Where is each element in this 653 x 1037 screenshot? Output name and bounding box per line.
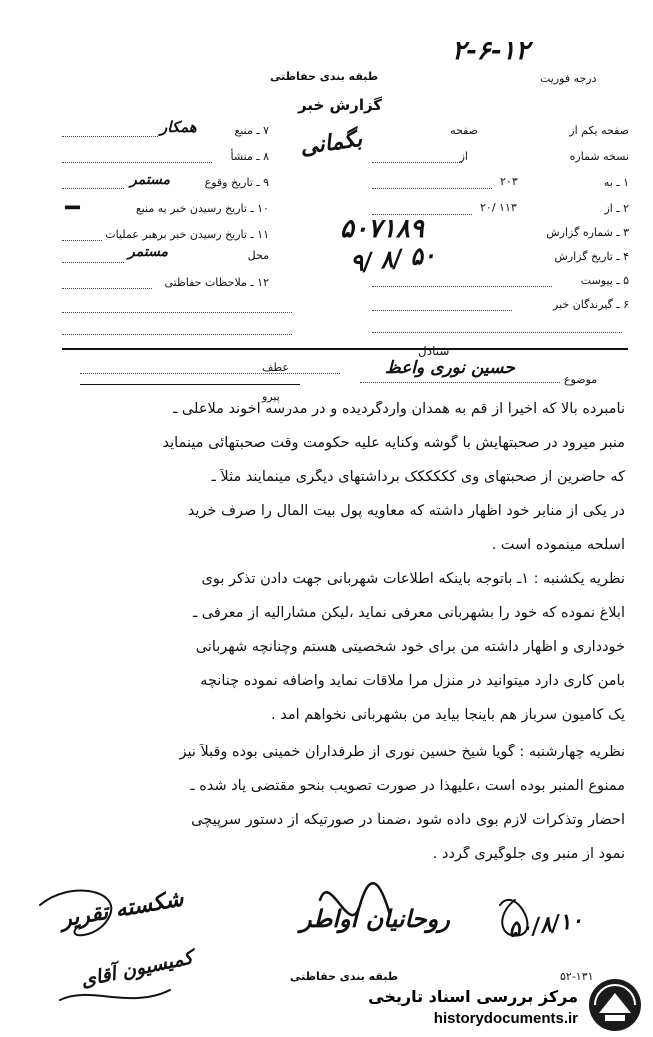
body-line: ممنوع المنبر بوده است ،علیهذا در صورت تصویب بنحو مقتضی یاد شده ـ <box>190 778 625 794</box>
body-line: منبر میرود در صحبتهایش با گوشه وکنایه علیه حکومت وقت صحبتهائی مینماید <box>162 435 625 451</box>
peyro-label: پیرو <box>262 390 280 403</box>
field-copy <box>570 150 629 163</box>
body-line: ابلاغ نموده که خود را بشهربانی معرفی نماید ،لیکن مشارالیه از معرفی ـ <box>192 605 625 621</box>
body-line: یک کامیون سرباز هم باینجا بیاید من بشهربانی نخواهم آمد . <box>271 707 625 723</box>
signature-top: بگمانی <box>298 125 364 161</box>
field-label: ۴ ـ تاریخ گزارش <box>554 250 629 263</box>
subject-value: حسین نوری واعظ <box>385 358 515 378</box>
body-line: در یکی از منابر خود اظهار داشته که معاویه پول بیت المال را صرف خرید <box>187 503 625 519</box>
field-recipients <box>553 298 629 311</box>
body-line: نامبرده بالا که اخیراً از قم به همدان واردگردیده و در مدرسه آخوند ملاعلی ـ <box>173 401 625 417</box>
field-label: ۳ ـ شماره گزارش <box>546 226 629 239</box>
field-report-number <box>546 226 629 239</box>
handwritten-date: ۵۰/۸/۱۰ <box>506 906 585 944</box>
field-to-value: ۲۰۳ <box>500 175 518 188</box>
field-label: ۲ ـ از <box>604 202 629 215</box>
body-line: احضار وتذکرات لازم بوی داده شود ،ضمناً در صورتیکه از دستور سرپیچی <box>191 812 625 828</box>
form-code: ۵۲-۱۳۱ <box>560 970 594 983</box>
field-source-arrival <box>136 202 269 215</box>
header-divider <box>62 348 628 350</box>
field-occurrence-value: مستمر <box>130 172 171 188</box>
atf-label: عطف <box>262 361 289 374</box>
field-page <box>569 124 629 137</box>
archive-logo-icon <box>585 975 645 1035</box>
field-place-value: مستمر <box>128 244 169 260</box>
field-label: ۷ ـ منبع <box>234 124 269 137</box>
classification-top: طبقه بندی حفاظتی <box>270 70 379 83</box>
field-from <box>604 202 629 215</box>
field-label: ۶ ـ گیرندگان خبر <box>553 298 629 311</box>
priority-value: ۲-۶-۱۲ <box>452 36 530 66</box>
field-source-arrival-value: ▬▬ <box>64 202 79 213</box>
field-to <box>604 176 629 189</box>
field-report-date-value: ۹/ ۸/ ۵۰ <box>348 239 438 278</box>
field-leader-arrival <box>105 228 269 241</box>
field-label: ۱۰ ـ تاریخ رسیدن خبر به منبع <box>135 202 269 215</box>
body-line: خودداری و اظهار داشته من برای خود شخصیتی هستم وچنانچه شهربانی <box>195 639 625 655</box>
body-line: نظریه یکشنبه : ۱ـ باتوجه باینکه اطلاعات شهربانی جهت دادن تذکر بوی <box>201 571 625 587</box>
field-label: ۱۲ ـ ملاحظات حفاظتی <box>164 276 269 289</box>
field-occurrence-date <box>205 176 269 189</box>
field-origin <box>230 150 269 163</box>
body-line: نظریه چهارشنبه : گویا شیخ حسین نوری از طرفداران خمینی بوده وقبلاً نیز <box>179 744 625 760</box>
body-line: نمود از منبر وی جلوگیری گردد . <box>432 846 625 862</box>
priority-label: درجه فوریت <box>540 72 597 85</box>
watermark-line2: historydocuments.ir <box>433 1010 578 1027</box>
field-label: محل <box>247 249 269 262</box>
body-line: که حاضرین از صحبتهای وی کککککک برداشتهای دیگری مینمایند مثلاً ـ <box>211 469 625 485</box>
field-source <box>234 124 269 137</box>
subject-label: موضوع <box>564 373 598 386</box>
field-label: صفحه یکم از <box>569 124 629 137</box>
field-page-value: صفحه <box>450 124 478 137</box>
field-report-number-value: ۵۰۷۱۸۹ <box>340 214 424 244</box>
classification-bottom: طبقه بندی حفاظتی <box>290 970 399 983</box>
handwritten-note-left: شکسته تقریر <box>58 885 186 933</box>
handwritten-note-left-2: کمیسیون آقای <box>78 946 195 992</box>
field-source-value: همکار <box>160 118 197 136</box>
field-security-notes <box>165 276 270 289</box>
field-from-value: ۲۰/ ۱۱۳ <box>480 201 517 214</box>
field-label: ۱۱ ـ تاریخ رسیدن خبر برهبر عملیات <box>105 228 269 241</box>
field-label: نسخه شماره <box>569 150 629 163</box>
field-report-date <box>554 250 629 263</box>
field-label: ۱ ـ به <box>603 176 629 189</box>
field-copy-value: از <box>459 150 468 163</box>
field-attachment <box>581 274 629 287</box>
field-label: ۸ ـ منشأ <box>230 150 269 163</box>
field-label: ۹ ـ تاریخ وقوع <box>204 176 269 189</box>
signature-center: روحانیان اواطر <box>300 904 450 933</box>
subject-note-above: شنادل <box>418 344 450 358</box>
field-label: ۵ ـ پیوست <box>580 274 629 287</box>
watermark-line1: مرکز بررسی اسناد تاریخی <box>368 987 578 1006</box>
body-line: بامن کاری دارد میتوانید در منزل مرا ملاقات نماید واضافه نموده چنانچه <box>200 673 625 689</box>
field-place <box>248 249 269 262</box>
report-title: گزارش خبر <box>298 96 383 114</box>
body-line: اسلحه مینموده است . <box>491 537 625 553</box>
